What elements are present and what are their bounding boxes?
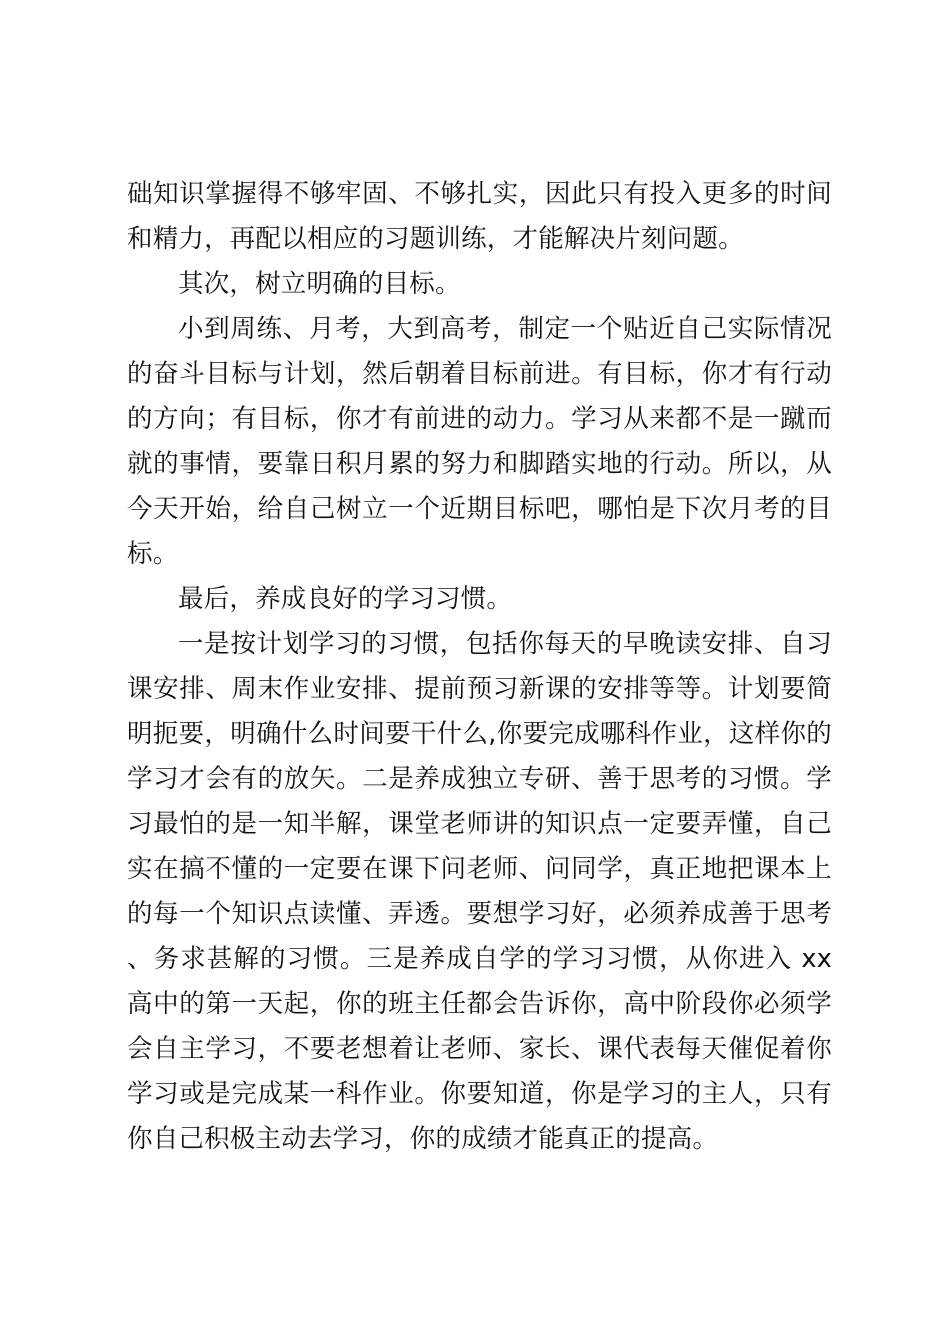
document-body xyxy=(127,172,832,1162)
paragraph-second-heading: 其次，树立明确的目标。 xyxy=(178,269,461,299)
paragraph-goal-setting: 小到周练、月考，大到高考，制定一个贴近自己实际情况的奋斗目标与计划，然后朝着目标前进。有目标，你才有行动的方向；有目标，你才有前进的动力。学习从来都不是一蹴而就的事情，要靠日积月累的努力和脚踏实地的行动。所以，从今天开始，给自己树立一个近期目标吧，哪怕是下次月考的目标。 xyxy=(127,314,832,569)
paragraph-continued: 础知识掌握得不够牢固、不够扎实，因此只有投入更多的时间和精力，再配以相应的习题训练，才能解决片刻问题。 xyxy=(127,179,832,254)
paragraph-study-habits: 一是按计划学习的习惯，包括你每天的早晚读安排、自习课安排、周末作业安排、提前预习新课的安排等等。计划要简明扼要，明确什么时间要干什么,你要完成哪科作业，这样你的学习才会有的放矢。二是养成独立专研、善于思考的习惯。学习最怕的是一知半解，课堂老师讲的知识点一定要弄懂，自己实在搞不懂的一定要在课下问老师、问同学，真正地把课本上的每一个知识点读懂、弄透。要想学习好，必须养成善于思考、务求甚解的习惯。三是养成自学的学习习惯，从你进入 xx 高中的第一天起，你的班主任都会告诉你，高中阶段你必须学会自主学习，不要老想着让老师、家长、课代表每天催促着你学习或是完成某一科作业。你要知道，你是学习的主人，只有你自己积极主动去学习，你的成绩才能真正的提高。 xyxy=(127,629,832,1154)
paragraph-final-heading: 最后，养成良好的学习习惯。 xyxy=(178,584,513,614)
